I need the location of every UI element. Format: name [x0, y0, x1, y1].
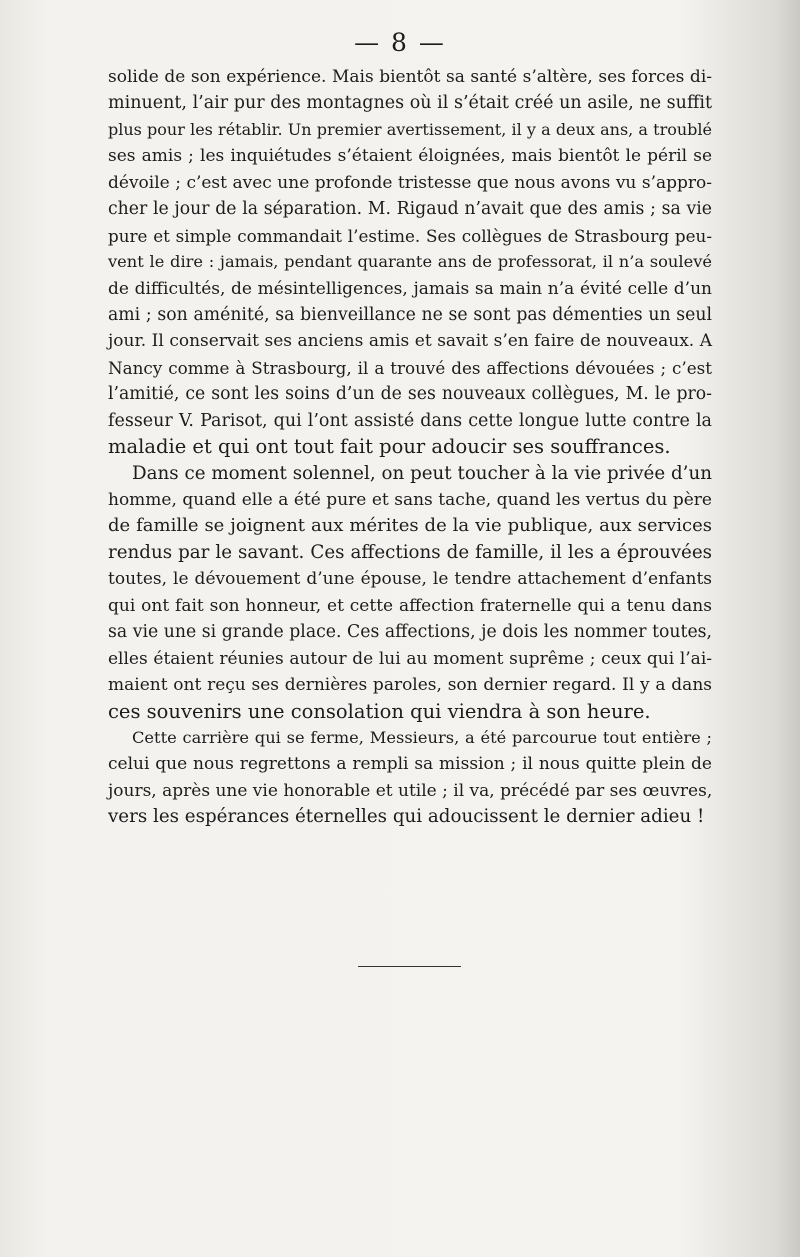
text-line: dévoile ; c’est avec une profonde tristesse que nous avons vu s’appro- [108, 172, 712, 193]
text-line: de difficultés, de mésintelligences, jamais sa main n’a évité celle d’un [108, 278, 712, 299]
text-line: l’amitié, ce sont les soins d’un de ses nouveaux collègues, M. le pro- [108, 384, 712, 405]
text-line: toutes, le dévouement d’une épouse, le tendre attachement d’enfants [108, 569, 712, 590]
text-line: elles étaient réunies autour de lui au moment suprême ; ceux qui l’ai- [108, 648, 712, 669]
text-line: Dans ce moment solennel, on peut toucher à la vie privée d’un [132, 462, 712, 484]
text-line: qui ont fait son honneur, et cette affection fraternelle qui a tenu dans [108, 595, 712, 616]
text-line: jours, après une vie honorable et utile ; il va, précédé par ses œuvres, [108, 780, 713, 801]
page-number: — 8 — [354, 28, 446, 57]
text-line: ces souvenirs une consolation qui viendra à son heure. [108, 699, 651, 723]
text-line: maient ont reçu ses dernières paroles, son dernier regard. Il y a dans [108, 675, 712, 696]
text-line: ses amis ; les inquiétudes s’étaient éloignées, mais bientôt le péril se [108, 146, 712, 167]
text-line: minuent, l’air pur des montagnes où il s’était créé un asile, ne suffit [108, 93, 712, 114]
text-line: Cette carrière qui se ferme, Messieurs, a été parcourue tout entière ; [132, 727, 712, 747]
text-line: sa vie une si grande place. Ces affections, je dois les nommer toutes, [108, 622, 712, 643]
text-line: ami ; son aménité, sa bienveillance ne se sont pas démenties un seul [108, 304, 712, 325]
text-line: fesseur V. Parisot, qui l’ont assisté dans cette longue lutte contre la [108, 410, 712, 431]
text-line: homme, quand elle a été pure et sans tache, quand les vertus du père [108, 490, 712, 510]
text-line: vent le dire : jamais, pendant quarante ans de professorat, il n’a soulevé [108, 252, 712, 272]
text-line: solide de son expérience. Mais bientôt sa santé s’altère, ses forces di- [108, 67, 712, 87]
body-text [108, 64, 712, 831]
text-line: cher le jour de la séparation. M. Rigaud n’avait que des amis ; sa vie [108, 199, 712, 220]
text-line: rendus par le savant. Ces affections de famille, il les a éprouvées [108, 541, 712, 563]
text-line: jour. Il conservait ses anciens amis et savait s’en faire de nouveaux. A [108, 331, 712, 352]
text-line: plus pour les rétablir. Un premier avertissement, il y a deux ans, a troublé [108, 119, 712, 139]
closing-rule [358, 966, 461, 967]
text-line: pure et simple commandait l’estime. Ses collègues de Strasbourg peu- [108, 225, 712, 246]
text-line: Nancy comme à Strasbourg, il a trouvé des affections dévouées ; c’est [108, 357, 712, 378]
text-line: vers les espérances éternelles qui adoucissent le dernier adieu ! [108, 806, 705, 828]
text-line: celui que nous regrettons a rempli sa mission ; il nous quitte plein de [108, 754, 712, 775]
text-line: de famille se joignent aux mérites de la vie publique, aux services [108, 515, 712, 537]
text-line: maladie et qui ont tout fait pour adoucir ses souffrances. [108, 435, 671, 459]
